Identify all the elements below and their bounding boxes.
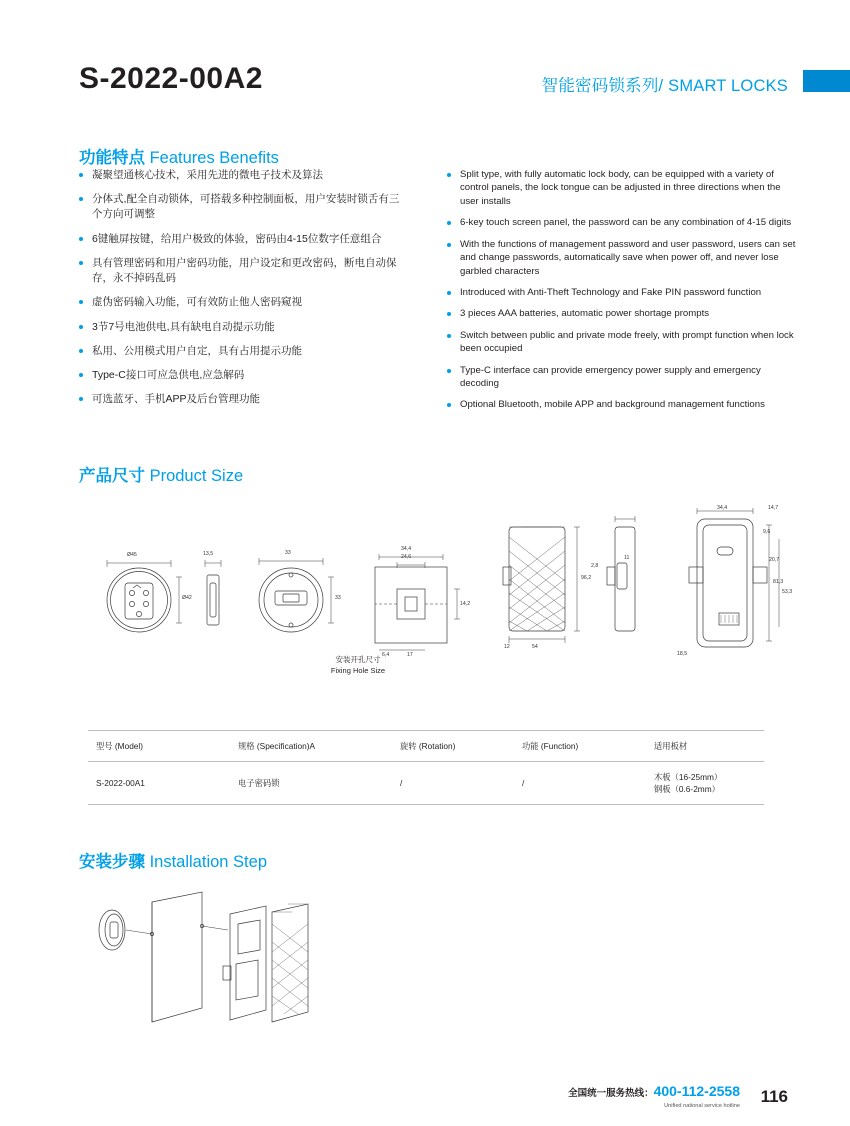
hotline-label: 全国统一服务热线：	[568, 1088, 654, 1099]
dim-label: 33	[335, 595, 341, 601]
hotline	[568, 1083, 740, 1099]
dim-label: 81,3	[773, 579, 784, 585]
dim-label: 34,4	[717, 505, 728, 511]
product-size-drawings	[79, 505, 793, 695]
table-header-cell: 适用板材	[654, 741, 688, 751]
specification-table	[88, 730, 764, 805]
dim-label: 34,4	[401, 546, 412, 552]
dim-label: 12	[504, 644, 510, 650]
page-number: 116	[760, 1087, 788, 1106]
dim-label: 6,4	[382, 652, 390, 658]
table-header-cell: 旋转 (Rotation)	[400, 741, 456, 751]
features-list-en	[447, 168, 797, 420]
dim-label: 14,7	[768, 505, 779, 511]
fixing-hole-caption-cn: 安装开孔尺寸	[335, 655, 381, 664]
dim-label: 9,6	[763, 529, 771, 535]
installation-diagram-svg	[90, 890, 390, 1050]
list-item: Optional Bluetooth, mobile APP and background management functions	[447, 398, 797, 411]
table-cell-rotation: /	[400, 778, 403, 788]
dim-label: 53,3	[782, 589, 793, 595]
section-heading-features-cn: 功能特点	[79, 149, 145, 167]
list-item: 分体式,配全自动锁体，可搭载多种控制面板，用户安装时锁舌有三个方向可调整	[79, 192, 409, 222]
table-cell-material	[646, 762, 764, 805]
list-item: 3 pieces AAA batteries, automatic power shortage prompts	[447, 307, 797, 320]
series-label-cn: 智能密码锁系列/	[541, 77, 664, 95]
list-item: 6键触屏按键，给用户极致的体验，密码由4-15位数字任意组合	[79, 232, 409, 247]
dim-label: 2,8	[591, 563, 599, 569]
table-header-cell: 规格 (Specification)A	[238, 741, 316, 751]
dim-label: 54	[532, 644, 538, 650]
hotline-number: 400-112-2558	[653, 1083, 740, 1099]
dim-label: Ø45	[127, 552, 137, 558]
table-cell-function: /	[522, 778, 525, 788]
table-header-cell: 功能 (Function)	[522, 741, 579, 751]
dim-label: 24,6	[401, 554, 412, 560]
dim-label: 13,5	[203, 551, 214, 557]
table-row	[88, 762, 764, 805]
fixing-hole-caption-en: Fixing Hole Size	[330, 665, 386, 675]
list-item: 6-key touch screen panel, the password can be any combination of 4-15 digits	[447, 216, 797, 229]
dim-label: 20,7	[769, 557, 780, 563]
section-heading-installation-en: Installation Step	[145, 853, 267, 871]
list-item: Type-C接口可应急供电,应急解码	[79, 368, 409, 383]
hotline-en-label: Unified national service hotline	[664, 1103, 740, 1109]
table-cell-spec: 电子密码锁	[238, 778, 280, 788]
dim-label: 17	[407, 652, 413, 658]
list-item: Switch between public and private mode freely, with prompt function when lock been occupied	[447, 329, 797, 356]
table-header-cell: 型号 (Model)	[96, 741, 144, 751]
list-item: 虚伪密码输入功能，可有效防止他人密码窥视	[79, 295, 409, 310]
dim-label: Ø42	[182, 595, 192, 601]
dim-label: 11	[624, 555, 630, 561]
table-header-row	[88, 731, 764, 762]
dim-label: 18,5	[677, 651, 688, 657]
dim-label: 14,2	[460, 601, 471, 607]
features-list-cn	[79, 168, 409, 416]
dim-label: 96,2	[581, 575, 592, 581]
technical-drawing-svg	[79, 505, 789, 700]
header-accent-block	[803, 70, 850, 92]
section-heading-product-size-cn: 产品尺寸	[79, 467, 145, 485]
list-item: 具有管理密码和用户密码功能，用户设定和更改密码，断电自动保存，永不掉码乱码	[79, 256, 409, 286]
table-cell-material-line1: 木板（16-25mm）	[654, 772, 723, 782]
list-item: Type-C interface can provide emergency power supply and emergency decoding	[447, 364, 797, 391]
list-item: Introduced with Anti-Theft Technology and Fake PIN password function	[447, 286, 797, 299]
table-cell-model: S-2022-00A1	[96, 778, 145, 788]
section-heading-features	[79, 144, 279, 168]
list-item: 3节7号电池供电,具有缺电自动提示功能	[79, 320, 409, 335]
section-heading-installation	[79, 848, 267, 872]
section-heading-product-size-en: Product Size	[145, 467, 244, 485]
list-item: 可选蓝牙、手机APP及后台管理功能	[79, 392, 409, 407]
installation-diagram	[90, 890, 390, 1050]
series-label-en: SMART LOCKS	[663, 77, 788, 95]
table-cell-material-line2: 钢板（0.6-2mm）	[654, 784, 720, 794]
fixing-hole-caption	[318, 655, 398, 677]
section-heading-features-en: Features Benefits	[145, 149, 279, 167]
series-label	[542, 72, 788, 96]
list-item: Split type, with fully automatic lock body, can be equipped with a variety of control panels, the lock tongue can be adjusted in three directions when the user installs	[447, 168, 797, 208]
section-heading-product-size	[79, 462, 243, 486]
list-item: 私用、公用模式用户自定，具有占用提示功能	[79, 344, 409, 359]
page-title: S-2022-00A2	[79, 62, 263, 95]
list-item: 凝聚望通核心技术，采用先进的微电子技术及算法	[79, 168, 409, 183]
dim-label: 33	[285, 550, 291, 556]
section-heading-installation-cn: 安装步骤	[79, 853, 145, 871]
list-item: With the functions of management password and user password, users can set and change passwords, automatically save when power off, and never lose garbled characters	[447, 238, 797, 278]
